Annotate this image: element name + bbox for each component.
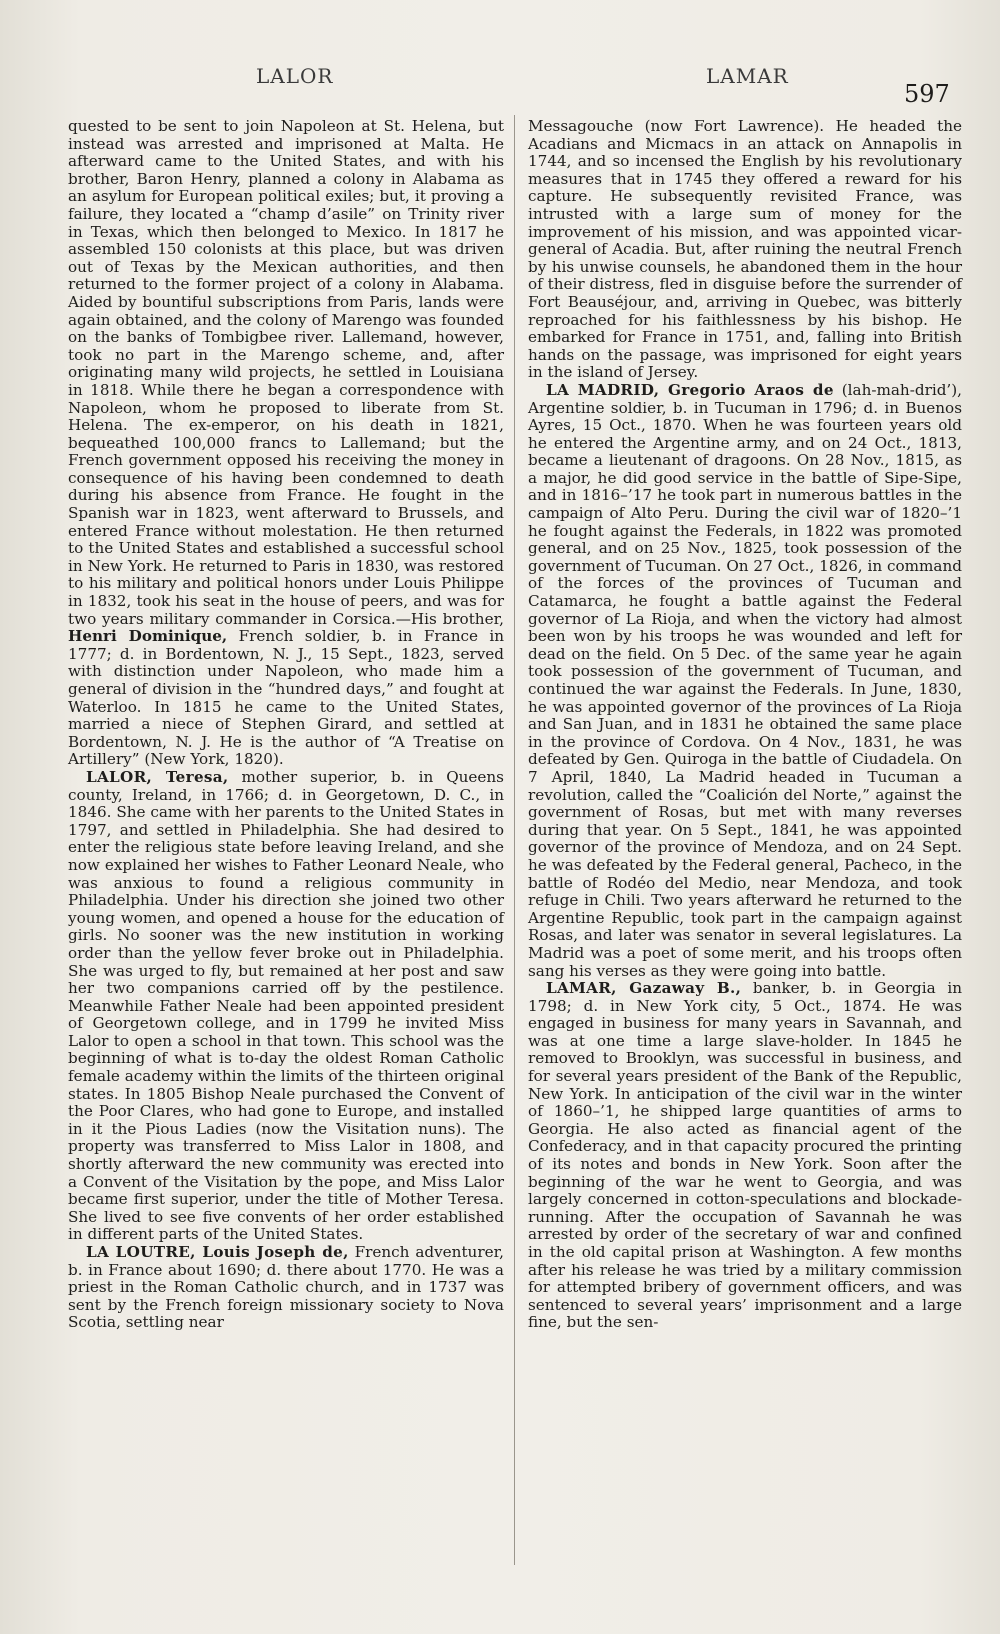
entry-text: banker, b. in Georgia in 1798; d. in New York city, 5 Oct., 1874. He was engaged in business for many years in Savannah, and was at one time a large slave-holder. In 1845 he removed to Brooklyn, was successful in business, and for several years president of the Bank of the Republic, New York. In anticipation of the civil war in the winter of 1860–’1, he shipped large quantities of arms to Georgia. He also acted as financial agent of the Confederacy, and in that capacity procured the printing of its notes and bonds in New York. Soon after the beginning of the war he went to Georgia, and was largely concerned in cotton-speculations and blockade-running. After the occupation of Savannah he was arrested by order of the secretary of war and confined in the old capital prison at Washington. A few months after his release he was tried by a military commission for attempted bribery of government officers, and was sentenced to several years’ imprisonment and a large fine, but the sen-	[528, 979, 962, 1332]
entry-headword: LA LOUTRE, Louis Joseph de,	[86, 1243, 349, 1261]
entry-la-loutre	[68, 1244, 504, 1332]
entry-text: quested to be sent to join Napoleon at St. Helena, but instead was arrested and imprisoned at Malta. He afterward came to the United States, and with his brother, Baron Henry, planned a colony in Alabama as an asylum for European political exiles; but, it proving a failure, they located a “champ d’asile” on Trinity river in Texas, which then belonged to Mexico. In 1817 he assembled 150 colonists at this place, but was driven out of Texas by the Mexican authorities, and then returned to the former project of a colony in Alabama. Aided by bountiful subscriptions from Paris, lands were again obtained, and the colony of Marengo was founded on the banks of Tombigbee river. Lallemand, however, took no part in the Marengo scheme, and, after originating many wild projects, he settled in Louisiana in 1818. While there he began a correspondence with Napoleon, whom he proposed to liberate from St. Helena. The ex-emperor, on his death in 1821, bequeathed 100,000 francs to Lallemand; but the French government opposed his receiving the money in consequence of his having been condemned to death during his absence from France. He fought in the Spanish war in 1823, went afterward to Brussels, and entered France without molestation. He then returned to the United States and established a successful school in New York. He returned to Paris in 1830, was restored to his military and political honors under Louis Philippe in 1832, took his seat in the house of peers, and was for two years military commander in Corsica.—His brother,	[68, 117, 504, 628]
entry-la-madrid	[528, 382, 962, 980]
entry-lallemand-continued	[68, 118, 504, 769]
entry-headword: LA MADRID, Gregorio Araos de	[546, 380, 834, 399]
entry-text: Messagouche (now Fort Lawrence). He headed the Acadians and Micmacs in an attack on Annapolis in 1744, and so incensed the English by his revolutionary measures that in 1745 they offered a reward for his capture. He subsequently revisited France, was intrusted with a large sum of money for the improvement of his mission, and was appointed vicar-general of Acadia. But, after ruining the neutral French by his unwise counsels, he abandoned them in the hour of their distress, fled in disguise before the surrender of Fort Beauséjour, and, arriving in Quebec, was bitterly reproached for his faithlessness by his bishop. He embarked for France in 1751, and, falling into British hands on the passage, was imprisoned for eight years in the island of Jersey.	[528, 117, 962, 382]
running-head-right: LAMAR	[706, 64, 789, 88]
page-number: 597	[904, 80, 950, 108]
entry-lalor	[68, 769, 504, 1244]
right-column	[528, 118, 962, 1332]
entry-text: French soldier, b. in France in 1777; d. in Bordentown, N. J., 15 Sept., 1823, served with distinction under Napoleon, who made him a general of division in the “hundred days,” and fought at Waterloo. In 1815 he came to the United States, married a niece of Stephen Girard, and settled at Bordentown, N. J. He is the author of “A Treatise on Artillery” (New York, 1820).	[68, 627, 504, 769]
entry-text: mother superior, b. in Queens county, Ireland, in 1766; d. in Georgetown, D. C., in 1846. She came with her parents to the United States in 1797, and settled in Philadelphia. She had desired to enter the religious state before leaving Ireland, and she now explained her wishes to Father Leonard Neale, who was anxious to found a religious community in Philadelphia. Under his direction she joined two other young women, and opened a house for the education of girls. No sooner was the new institution in working order than the yellow fever broke out in Philadelphia. She was urged to fly, but remained at her post and saw her two companions carried off by the pestilence. Meanwhile Father Neale had been appointed president of Georgetown college, and in 1799 he invited Miss Lalor to open a school in that town. This school was the beginning of what is to-day the oldest Roman Catholic female academy within the limits of the thirteen original states. In 1805 Bishop Neale purchased the Convent of the Poor Clares, who had gone to Europe, and installed in it the Pious Ladies (now the Visitation nuns). The property was transferred to Miss Lalor in 1808, and shortly afterward the new community was erected into a Convent of the Visitation by the pope, and Miss Lalor became first superior, under the title of Mother Teresa. She lived to see five convents of her order established in different parts of the United States.	[68, 767, 504, 1244]
entry-lamar	[528, 980, 962, 1332]
entry-text: (lah-mah-drid’), Argentine soldier, b. in Tucuman in 1796; d. in Buenos Ayres, 15 Oct., 1870. When he was fourteen years old he entered the Argentine army, and on 24 Oct., 1813, became a lieutenant of dragoons. On 28 Nov., 1815, as a major, he did good service in the battle of Sipe-Sipe, and in 1816–’17 he took part in numerous battles in the campaign of Alto Peru. During the civil war of 1820–’1 he fought against the Federals, in 1822 was promoted general, and on 25 Nov., 1825, took possession of the government of Tucuman. On 27 Oct., 1826, in command of the forces of the provinces of Tucuman and Catamarca, he fought a battle against the Federal governor of La Rioja, and when the victory had almost been won by his troops he was wounded and left for dead on the field. On 5 Dec. of the same year he again took possession of the government of Tucuman, and continued the war against the Federals. In June, 1830, he was appointed governor of the provinces of La Rioja and San Juan, and in 1831 he obtained the same place in the province of Cordova. On 4 Nov., 1831, he was defeated by Gen. Quiroga in the battle of Ciudadela. On 7 April, 1840, La Madrid headed in Tucuman a revolution, called the “Coalición del Norte,” against the government of Rosas, but met with many reverses during that year. On 5 Sept., 1841, he was appointed governor of the province of Mendoza, and on 24 Sept. he was defeated by the Federal general, Pacheco, in the battle of Rodéo del Medio, near Mendoza, and took refuge in Chili. Two years afterward he returned to the Argentine Republic, took part in the campaign against Rosas, and later was senator in several legislatures. La Madrid was a poet of some merit, and his troops often sang his verses as they were going into battle.	[528, 380, 962, 980]
entry-la-loutre-continued	[528, 118, 962, 382]
entry-subhead: Henri Dominique,	[68, 627, 228, 646]
running-head-left: LALOR	[256, 64, 334, 88]
entry-headword: LALOR, Teresa,	[86, 767, 229, 786]
left-column	[68, 118, 504, 1332]
column-divider	[514, 115, 515, 1565]
entry-text: French adventurer, b. in France about 1690; d. there about 1770. He was a priest in the Roman Catholic church, and in 1737 was sent by the French foreign missionary society to Nova Scotia, settling near	[68, 1243, 504, 1332]
entry-headword: LAMAR, Gazaway B.,	[546, 979, 742, 998]
